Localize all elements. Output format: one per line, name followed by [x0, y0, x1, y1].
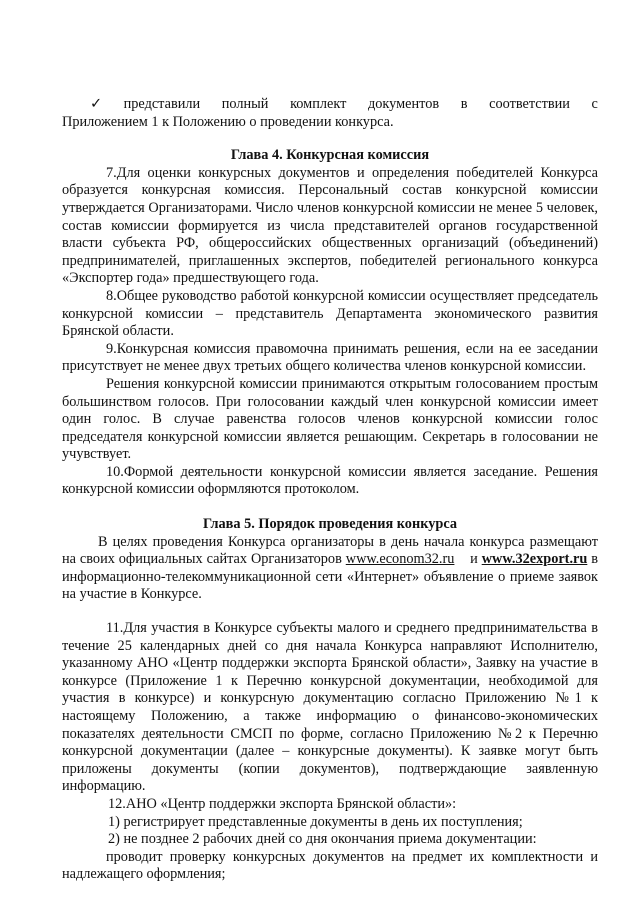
paragraph-9-decisions: Решения конкурсной комиссии принимаются открытым голосованием простым большинством голосов. При голосовании каждый член конкурсной комиссии имеет один голос. В случае равенства голосов членов конкурсной комиссии голос председателя конкурсной комиссии является решающим. Секретарь в голосовании не учувствует.: [62, 375, 598, 463]
list-item-3: проводит проверку конкурсных документов на предмет их комплектности и надлежащего оформления;: [62, 848, 598, 883]
intro-word: документов: [367, 96, 440, 112]
paragraph-7: 7.Для оценки конкурсных документов и определения победителей Конкурса образуется конкурсная комиссия. Персональный состав конкурсной комиссии утверждается Организаторами. Число членов конкурсной комиссии не менее 5 человек, состав комиссии формируется из числа представителей органов государственной власти субъекта РФ, общероссийских общественных организаций (объединений) предпринимателей, приглашенных экспертов, победителей регионального конкурса «Экспортер года» предшествующего года.: [62, 164, 598, 287]
check-mark-icon: ✓: [90, 96, 102, 112]
chapter-4-title: Глава 4. Конкурсная комиссия: [230, 147, 430, 164]
document-page: [62, 96, 598, 884]
intro-line-2: Приложением 1 к Положению о проведении конкурса.: [62, 113, 394, 130]
intro-and-text: и: [454, 551, 482, 568]
intro-word: с: [591, 96, 598, 112]
paragraph-12: 12.АНО «Центр поддержки экспорта Брянской области»:: [108, 795, 457, 812]
paragraph-10: 10.Формой деятельности конкурсной комиссии является заседание. Решения конкурсной комиссии оформляются протоколом.: [62, 463, 598, 498]
32export-link[interactable]: www.32export.ru: [481, 551, 588, 568]
econom32-link[interactable]: www.econom32.ru: [345, 551, 455, 568]
chapter-5-intro: [62, 534, 598, 604]
intro-word: комплект: [290, 96, 347, 112]
list-item-1: 1) регистрирует представленные документы в день их поступления;: [108, 813, 523, 830]
intro-text: В целях проведения Конкурса организаторы в день начала конкурса размещают на своих официальных сайтах Организаторов: [62, 533, 598, 568]
paragraph-9: 9.Конкурсная комиссия правомочна принимать решения, если на ее заседании присутствует не менее двух третьих общего количества членов конкурсной комиссии.: [62, 340, 598, 375]
paragraph-11: 11.Для участия в Конкурсе субъекты малого и среднего предпринимательства в течение 25 календарных дней со дня начала Конкурса направляют Исполнителю, указанному АНО «Центр поддержки экспорта Брянской области», Заявку на участие в конкурсе (Приложение 1 к Перечню конкурсной документации, необходимой для участия в конкурсе) и конкурсную документацию согласно Приложению №1 к настоящему Положению, а также информацию о финансово-экономических показателях деятельности СМСП по форме, согласно Приложению №2 к Перечню конкурсной документации (далее – конкурсные документы). К заявке могут быть приложены документы (копии документов), подтверждающие заявленную информацию.: [62, 620, 598, 795]
intro-text-end: в информационно-телекоммуникационной сети «Интернет» объявление о приеме заявок на участие в Конкурсе.: [62, 551, 598, 603]
intro-word: соответствии: [489, 96, 570, 112]
chapter-5-title: Глава 5. Порядок проведения конкурса: [203, 516, 457, 533]
intro-word: представили: [123, 96, 201, 112]
intro-word: полный: [221, 96, 269, 112]
list-item-2: 2) не позднее 2 рабочих дней со дня окончания приема документации:: [108, 831, 537, 848]
intro-line-1: [62, 96, 598, 114]
intro-word: в: [460, 96, 468, 112]
paragraph-8: 8.Общее руководство работой конкурсной комиссии осуществляет председатель конкурсной комиссии – представитель Департамента экономического развития Брянской области.: [62, 287, 598, 340]
